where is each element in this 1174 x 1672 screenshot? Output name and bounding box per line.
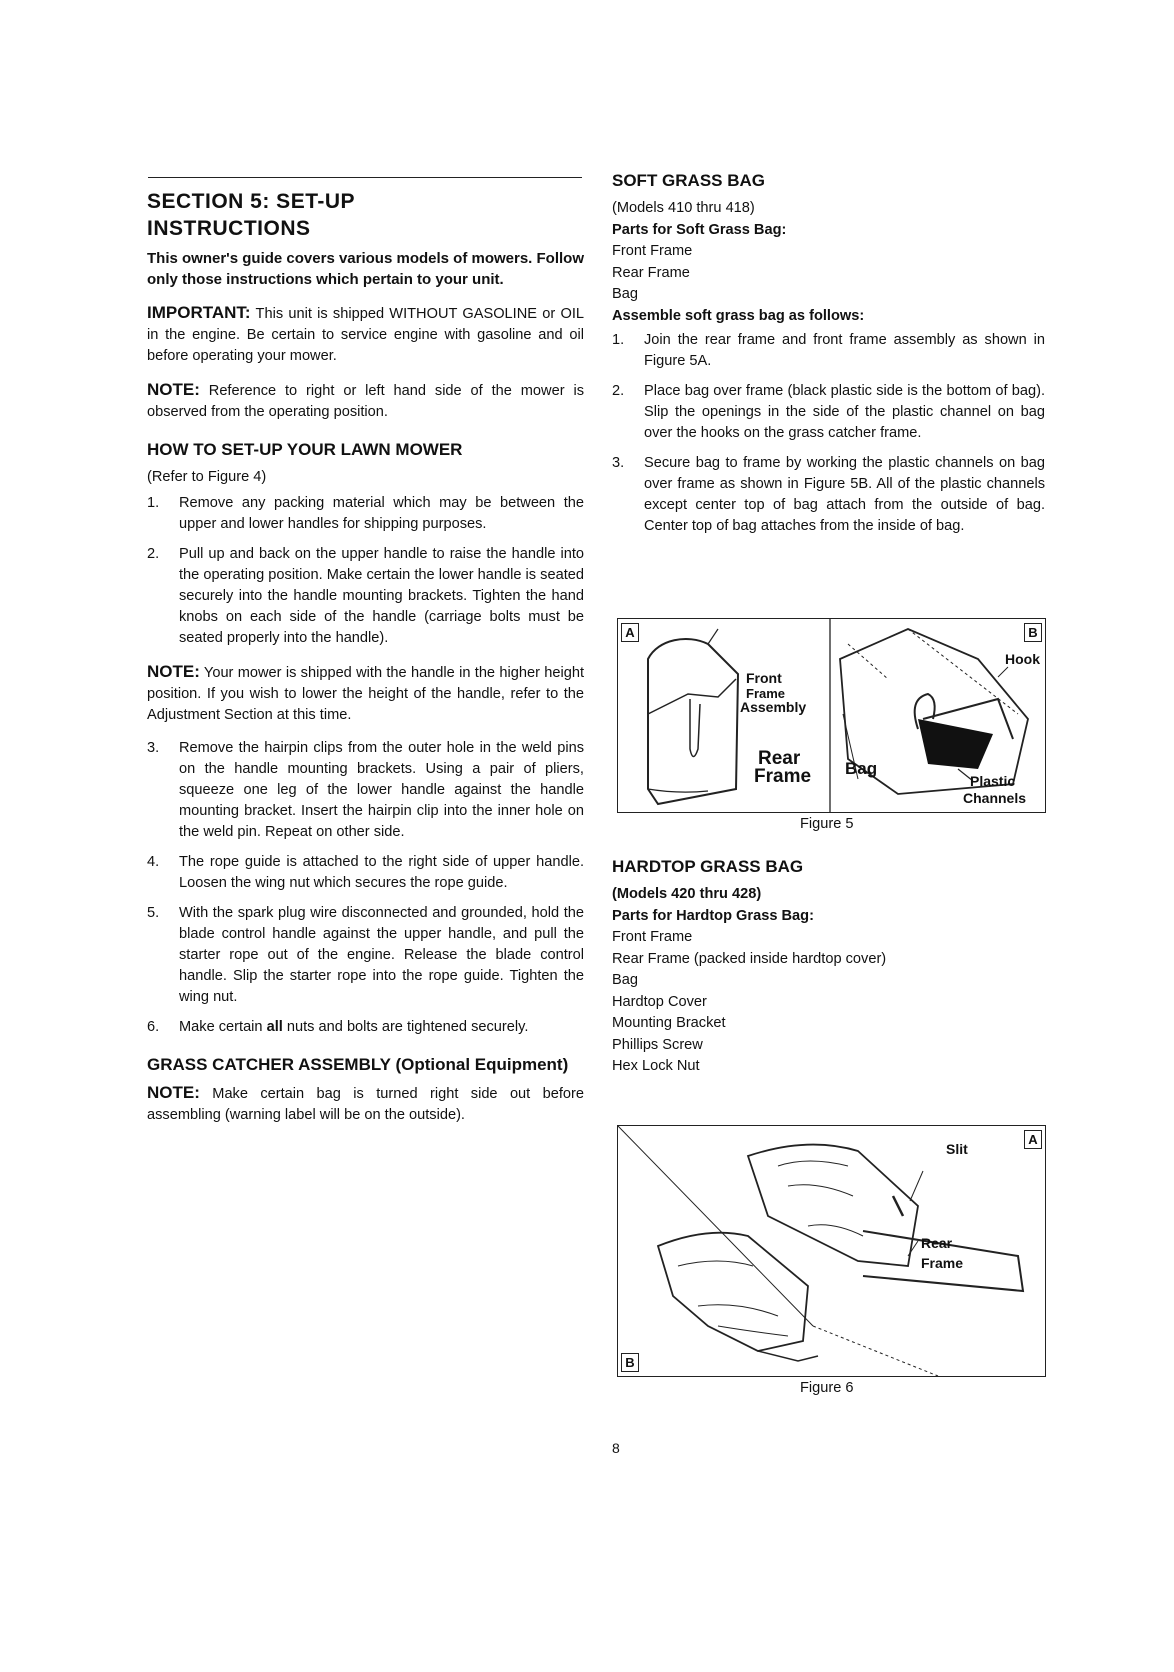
catcher-heading-optional: (Optional Equipment) bbox=[395, 1054, 569, 1074]
note-text: Your mower is shipped with the handle in the higher height position. If you wish to lower the height of the handle, refer to the Adjustment Section at this time. bbox=[147, 664, 584, 723]
figure-6a-tag: A bbox=[1024, 1130, 1042, 1149]
label-plastic: Plastic bbox=[970, 773, 1016, 789]
step-number: 1. bbox=[147, 494, 160, 511]
important-paragraph bbox=[147, 302, 584, 367]
step-number: 1. bbox=[612, 332, 625, 348]
step-text: Secure bag to frame by working the plastic channels on bag over frame as shown in Figure 5B. All of the plastic channels except center top of bag attach from the outside of bag. Center top of bag attaches from the inside of bag. bbox=[644, 455, 1045, 534]
hardtop-part: Front Frame bbox=[612, 929, 693, 945]
step-text: Remove any packing material which may be between the upper and lower handles for shipping purposes. bbox=[179, 494, 584, 532]
step-text: nuts and bolts are tightened securely. bbox=[282, 1018, 529, 1035]
figure-6b-tag: B bbox=[621, 1353, 639, 1372]
list-item bbox=[612, 330, 1045, 372]
left-column bbox=[147, 168, 584, 1138]
step-number: 4. bbox=[147, 853, 160, 870]
section-title-line1: SECTION 5: SET-UP bbox=[147, 190, 356, 213]
step-text: Remove the hairpin clips from the outer hole in the weld pins on the handle mounting brackets. Using a pair of pliers, squeeze one leg of the lower handle against the handle mounting bracket. Insert the hairpin clip into the inner hole on the weld pin. Repeat on other side. bbox=[179, 739, 584, 840]
howto-heading: HOW TO SET-UP YOUR LAWN MOWER bbox=[147, 440, 463, 459]
note-paragraph bbox=[147, 379, 584, 423]
soft-assemble-heading: Assemble soft grass bag as follows: bbox=[612, 307, 865, 324]
section-title bbox=[147, 188, 584, 242]
label-rear: Rear bbox=[758, 748, 801, 769]
figure-6-caption: Figure 6 bbox=[800, 1380, 854, 1396]
label-slit: Slit bbox=[946, 1141, 968, 1157]
list-item bbox=[147, 544, 584, 649]
list-item bbox=[147, 852, 584, 894]
label-frame: Frame bbox=[921, 1255, 964, 1271]
step-number: 5. bbox=[147, 904, 160, 921]
step-text: With the spark plug wire disconnected and grounded, hold the blade control handle against the upper handle, and pull the starter rope out of the engine. Release the blade control handle. Slip the starter rope into the rope guide. Tighten the wing nut. bbox=[179, 904, 584, 1005]
step-number: 2. bbox=[147, 545, 160, 562]
hardtop-parts-heading: Parts for Hardtop Grass Bag: bbox=[612, 907, 814, 924]
note-label: NOTE: bbox=[147, 380, 200, 399]
hardtop-heading: HARDTOP GRASS BAG bbox=[612, 857, 804, 876]
hardtop-part: Hardtop Cover bbox=[612, 993, 707, 1010]
note-text: Reference to right or left hand side of the mower is observed from the operating position. bbox=[147, 383, 584, 420]
list-item bbox=[147, 1017, 584, 1038]
note-text: Make certain bag is turned right side out before assembling (warning label will be on the outside). bbox=[147, 1085, 584, 1123]
figure-5 bbox=[617, 618, 1046, 813]
label-front: Front bbox=[746, 670, 782, 686]
soft-part: Bag bbox=[612, 286, 638, 302]
hardtop-part: Mounting Bracket bbox=[612, 1015, 726, 1031]
important-label: IMPORTANT: bbox=[147, 303, 251, 322]
list-item bbox=[612, 381, 1045, 444]
catcher-heading-main: GRASS CATCHER ASSEMBLY bbox=[147, 1054, 396, 1074]
soft-models: (Models 410 thru 418) bbox=[612, 200, 755, 216]
soft-heading: SOFT GRASS BAG bbox=[612, 171, 766, 190]
step-number: 3. bbox=[612, 455, 625, 471]
step-number: 2. bbox=[612, 383, 625, 399]
catcher-heading bbox=[147, 1054, 584, 1076]
page-number: 8 bbox=[612, 1440, 620, 1456]
step-number: 6. bbox=[147, 1018, 160, 1035]
hardtop-part: Hex Lock Nut bbox=[612, 1058, 700, 1074]
figure-5a-tag: A bbox=[621, 623, 639, 642]
list-item bbox=[147, 903, 584, 1008]
step-text-emphasis: all bbox=[266, 1018, 283, 1035]
figure-6-drawing bbox=[618, 1126, 1045, 1376]
soft-steps bbox=[612, 330, 1045, 537]
label-assembly: Assembly bbox=[740, 699, 807, 715]
hardtop-part: Phillips Screw bbox=[612, 1036, 703, 1053]
intro-text: This owner's guide covers various models of mowers. Follow only those instructions which pertain to your unit. bbox=[147, 250, 584, 288]
step-text: The rope guide is attached to the right side of upper handle. Loosen the wing nut which secures the rope guide. bbox=[179, 853, 584, 891]
note-label: NOTE: bbox=[147, 1082, 200, 1102]
hardtop-part: Rear Frame (packed inside hardtop cover) bbox=[612, 950, 887, 967]
hardtop-part: Bag bbox=[612, 972, 638, 988]
label-rear-frame: Frame bbox=[754, 766, 812, 787]
list-item bbox=[612, 453, 1045, 537]
step-text: Join the rear frame and front frame assembly as shown in Figure 5A. bbox=[644, 332, 1045, 369]
list-item bbox=[147, 493, 584, 535]
label-frame: Frame bbox=[746, 686, 786, 701]
right-column bbox=[612, 170, 1045, 549]
label-bag: Bag bbox=[845, 759, 878, 778]
step-text: Make certain bbox=[179, 1018, 267, 1035]
label-rear: Rear bbox=[921, 1235, 953, 1251]
hardtop-models: (Models 420 thru 428) bbox=[612, 886, 762, 902]
important-text: This unit is shipped WITHOUT GASOLINE or OIL in the engine. Be certain to service engine with gasoline and oil before operating your mower. bbox=[147, 306, 584, 364]
figure-6 bbox=[617, 1125, 1046, 1377]
note-label: NOTE: bbox=[147, 661, 200, 681]
step-number: 3. bbox=[147, 739, 160, 756]
list-item bbox=[147, 738, 584, 843]
howto-steps bbox=[147, 493, 584, 649]
soft-part: Front Frame bbox=[612, 243, 693, 259]
step-text: Pull up and back on the upper handle to raise the handle into the operating position. Make certain the lower handle is seated securely into the handle mounting brackets. Tighten the hand knobs on each side of the handle (carriage bolts must be seated properly into the handle). bbox=[179, 545, 584, 646]
soft-parts-heading: Parts for Soft Grass Bag: bbox=[612, 221, 787, 238]
section-title-line2: INSTRUCTIONS bbox=[147, 217, 311, 240]
howto-refer: (Refer to Figure 4) bbox=[147, 469, 267, 485]
step-text: Place bag over frame (black plastic side is the bottom of bag). Slip the openings in the side of the plastic channel on bag over the hooks on the grass catcher frame. bbox=[644, 383, 1045, 441]
howto-note bbox=[147, 661, 584, 726]
figure-5b-tag: B bbox=[1024, 623, 1042, 642]
label-hook: Hook bbox=[1005, 651, 1040, 667]
catcher-note bbox=[147, 1082, 584, 1126]
howto-steps-2 bbox=[147, 738, 584, 1038]
hardtop-section bbox=[612, 856, 1045, 1078]
figure-5-caption: Figure 5 bbox=[800, 816, 854, 832]
label-channels: Channels bbox=[963, 790, 1027, 806]
soft-part: Rear Frame bbox=[612, 264, 690, 281]
